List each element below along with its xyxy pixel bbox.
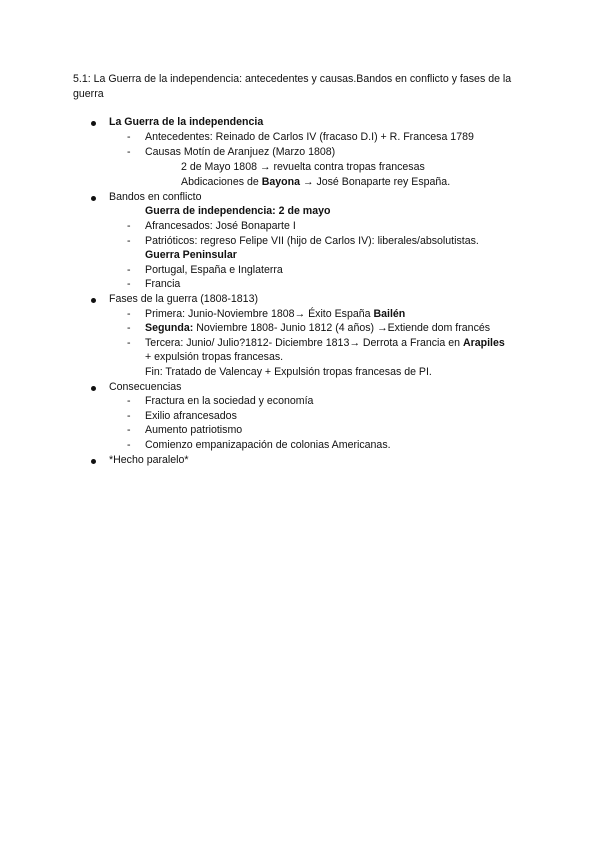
list-item: Francia <box>145 278 181 290</box>
dash-marker: - <box>127 235 131 247</box>
bullet-icon <box>90 193 98 201</box>
subheading: Guerra de independencia: 2 de mayo <box>145 205 331 217</box>
text-segment: Abdicaciones de <box>181 176 262 188</box>
bold-term: Segunda: <box>145 322 194 334</box>
list-item <box>181 175 450 190</box>
list-item: Fin: Tratado de Valencay + Expulsión tropas francesas de PI. <box>145 366 432 378</box>
dash-marker: - <box>127 439 131 451</box>
list-item: Patrióticos: regreso Felipe VII (hijo de Carlos IV): liberales/absolutistas. <box>145 235 479 247</box>
bold-term: Arapiles <box>462 337 505 349</box>
list-item: Portugal, España e Inglaterra <box>145 264 283 276</box>
bullet-icon <box>90 295 98 303</box>
list-item <box>145 307 405 322</box>
section-heading-bandos: Bandos en conflicto <box>109 191 202 203</box>
dash-marker: - <box>127 424 131 436</box>
bold-term: Bailén <box>373 308 406 320</box>
bullet-icon <box>90 383 98 391</box>
section-heading-fases: Fases de la guerra (1808-1813) <box>109 293 258 305</box>
list-item: Comienzo empanizapación de colonias Americanas. <box>145 439 391 451</box>
dash-marker: - <box>127 220 131 232</box>
text-segment: Tercera: Junio/ Julio?1812- Diciembre 1813→ Derrota a Francia en <box>145 337 463 349</box>
dash-marker: - <box>127 131 131 143</box>
subheading: Guerra Peninsular <box>145 249 237 261</box>
section-heading-consecuencias: Consecuencias <box>109 381 182 393</box>
list-item <box>145 321 490 336</box>
dash-marker: - <box>127 146 131 158</box>
list-item: 2 de Mayo 1808 → revuelta contra tropas francesas <box>181 161 425 173</box>
section-heading-guerra: La Guerra de la independencia <box>109 116 264 128</box>
page-title: 5.1: La Guerra de la independencia: antecedentes y causas.Bandos en conflicto y fases de la guerra <box>73 73 512 100</box>
bullet-icon <box>90 118 98 126</box>
list-item: Aumento patriotismo <box>145 424 243 436</box>
list-item-continuation: + expulsión tropas francesas. <box>145 351 284 363</box>
dash-marker: - <box>127 395 131 407</box>
section-heading-hecho: *Hecho paralelo* <box>109 454 189 466</box>
dash-marker: - <box>127 410 131 422</box>
dash-marker: - <box>127 308 131 320</box>
dash-marker: - <box>127 337 131 349</box>
text-segment: Noviembre 1808- Junio 1812 (4 años) →Extiende dom francés <box>193 322 491 334</box>
dash-marker: - <box>127 322 131 334</box>
list-item <box>145 336 505 351</box>
list-item: Fractura en la sociedad y economía <box>145 395 314 407</box>
list-item: Afrancesados: José Bonaparte I <box>145 220 296 232</box>
bold-term: Bayona <box>261 176 300 188</box>
list-item: Causas Motín de Aranjuez (Marzo 1808) <box>145 146 336 158</box>
list-item: Exilio afrancesados <box>145 410 237 422</box>
list-item: Antecedentes: Reinado de Carlos IV (fracaso D.I) + R. Francesa 1789 <box>145 131 474 143</box>
text-segment: Primera: Junio-Noviembre 1808→ Éxito España <box>145 308 374 320</box>
bullet-icon <box>90 456 98 464</box>
dash-marker: - <box>127 278 131 290</box>
text-segment: → José Bonaparte rey España. <box>299 176 451 188</box>
dash-marker: - <box>127 264 131 276</box>
